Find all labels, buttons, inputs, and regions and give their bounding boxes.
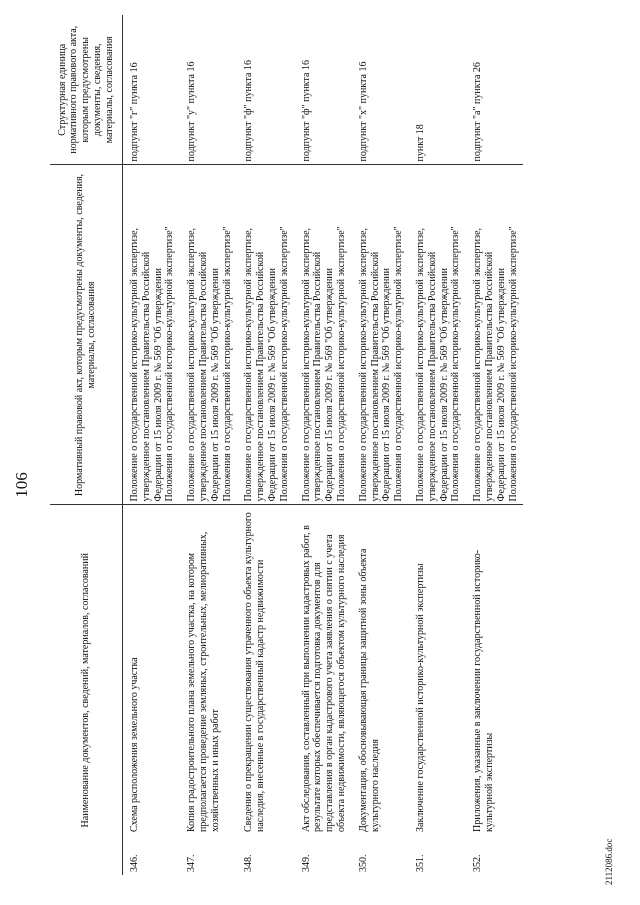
header-act: Нормативный правовой акт, которым предусмотрены документы, сведения, материалы, согласования: [50, 165, 123, 505]
document-name: Копия градостроительного плана земельного участка, на котором предполагается проведение земляных, строительных, мелиоративных, хозяйственных и иных работ: [180, 505, 237, 835]
normative-act-line: Положение о государственной историко-культурной экспертизе,: [414, 227, 426, 502]
normative-act-line: Федерации от 15 июля 2009 г. № 569 "Об утверждении: [324, 268, 336, 502]
normative-act-line: утвержденное постановлением Правительства Российской: [197, 251, 209, 502]
row-number: 349.: [300, 854, 312, 872]
structural-unit: пункт 18: [414, 124, 426, 162]
document-name: Заключение государственной историко-культурной экспертизы: [409, 505, 466, 835]
row-number: 352.: [472, 854, 484, 872]
normative-act-line: Положение о государственной историко-культурной экспертизе,: [472, 227, 484, 502]
normative-act-line: Положения о государственной историко-культурной экспертизе": [393, 226, 405, 502]
table-row: [409, 15, 466, 875]
structural-unit: подпункт "а" пункта 26: [472, 62, 484, 162]
row-number: 350.: [357, 854, 369, 872]
document-name: Сведения о прекращении существования утраченного объекта культурного наследия, внесенные в государственный кадастр недвижимости: [237, 505, 294, 835]
page-number: 106: [12, 472, 31, 498]
row-number: 351.: [414, 854, 426, 872]
normative-act-line: утвержденное постановлением Правительства Российской: [312, 251, 324, 502]
normative-act-line: Положения о государственной историко-культурной экспертизе": [335, 226, 347, 502]
table-row: [123, 15, 181, 875]
table-body: [123, 15, 524, 875]
table-row: [180, 15, 237, 875]
normative-act-line: Федерации от 15 июля 2009 г. № 569 "Об утверждении: [381, 268, 393, 502]
document-footer: 2112086.doc: [604, 838, 614, 885]
structural-unit: подпункт "х" пункта 16: [357, 61, 369, 162]
normative-act: [409, 165, 466, 505]
structural-unit: подпункт "г" пункта 16: [129, 62, 140, 162]
normative-act-line: утвержденное постановлением Правительства Российской: [369, 251, 381, 502]
normative-act-line: Федерации от 15 июля 2009 г. № 569 "Об утверждении: [152, 268, 164, 502]
document-name: Акт обследования, составленный при выполнении кадастровых работ, в результате которых обеспечивается подготовка документов для представления в орган кадастрового учета заявления о снятии с учета объекта недвижимости, являющегося объектом культурного наследия: [295, 505, 352, 835]
document-name: Приложения, указанные в заключении государственной историко-культурной экспертизы: [466, 505, 523, 835]
normative-act-line: Положения о государственной историко-культурной экспертизе": [164, 226, 176, 502]
normative-act: [352, 165, 409, 505]
normative-act-line: Положение о государственной историко-культурной экспертизе,: [357, 227, 369, 502]
normative-act: [466, 165, 523, 505]
row-number: 346.: [129, 854, 140, 872]
normative-act-line: Положение о государственной историко-культурной экспертизе,: [300, 227, 312, 502]
normative-act: [180, 165, 237, 505]
normative-act: [237, 165, 294, 505]
normative-act-line: утвержденное постановлением Правительства Российской: [255, 251, 267, 502]
normative-act-line: утвержденное постановлением Правительства Российской: [483, 251, 495, 502]
normative-act-line: Федерации от 15 июля 2009 г. № 569 "Об утверждении: [438, 268, 450, 502]
table-row: [295, 15, 352, 875]
normative-act-line: утвержденное постановлением Правительства Российской: [426, 251, 438, 502]
normative-act-line: Положение о государственной историко-культурной экспертизе,: [243, 227, 255, 502]
header-unit: Структурная единица нормативного правового акта, которым предусмотрены документы, сведения, материалы, согласования: [50, 15, 123, 165]
normative-act-line: утвержденное постановлением Правительства Российской: [140, 251, 152, 502]
documents-table: [50, 15, 523, 875]
document-name: Документация, обосновывающая границы защитной зоны объекта культурного наследия: [352, 505, 409, 835]
table-header-row: [50, 15, 123, 875]
table-row: [466, 15, 523, 875]
normative-act-line: Положение о государственной историко-культурной экспертизе,: [129, 227, 140, 502]
row-number: 348.: [243, 854, 255, 872]
header-name: Наименование документов, сведений, материалов, согласований: [50, 505, 123, 875]
table-row: [352, 15, 409, 875]
document-name: Схема расположения земельного участка: [123, 505, 181, 835]
table-row: [237, 15, 294, 875]
normative-act-line: Положения о государственной историко-культурной экспертизе": [278, 226, 290, 502]
normative-act-line: Положения о государственной историко-культурной экспертизе": [450, 226, 462, 502]
normative-act-line: Федерации от 15 июля 2009 г. № 569 "Об утверждении: [266, 268, 278, 502]
normative-act: [123, 165, 181, 505]
structural-unit: подпункт "ф" пункта 16: [243, 60, 255, 162]
normative-act-line: Федерации от 15 июля 2009 г. № 569 "Об утверждении: [209, 268, 221, 502]
normative-act-line: Федерации от 15 июля 2009 г. № 569 "Об утверждении: [495, 268, 507, 502]
structural-unit: подпункт "у" пункта 16: [186, 61, 198, 162]
row-number: 347.: [186, 854, 198, 872]
normative-act-line: Положения о государственной историко-культурной экспертизе": [507, 226, 519, 502]
normative-act: [295, 165, 352, 505]
normative-act-line: Положения о государственной историко-культурной экспертизе": [221, 226, 233, 502]
normative-act-line: Положение о государственной историко-культурной экспертизе,: [186, 227, 198, 502]
structural-unit: подпункт "ф" пункта 16: [300, 60, 312, 162]
